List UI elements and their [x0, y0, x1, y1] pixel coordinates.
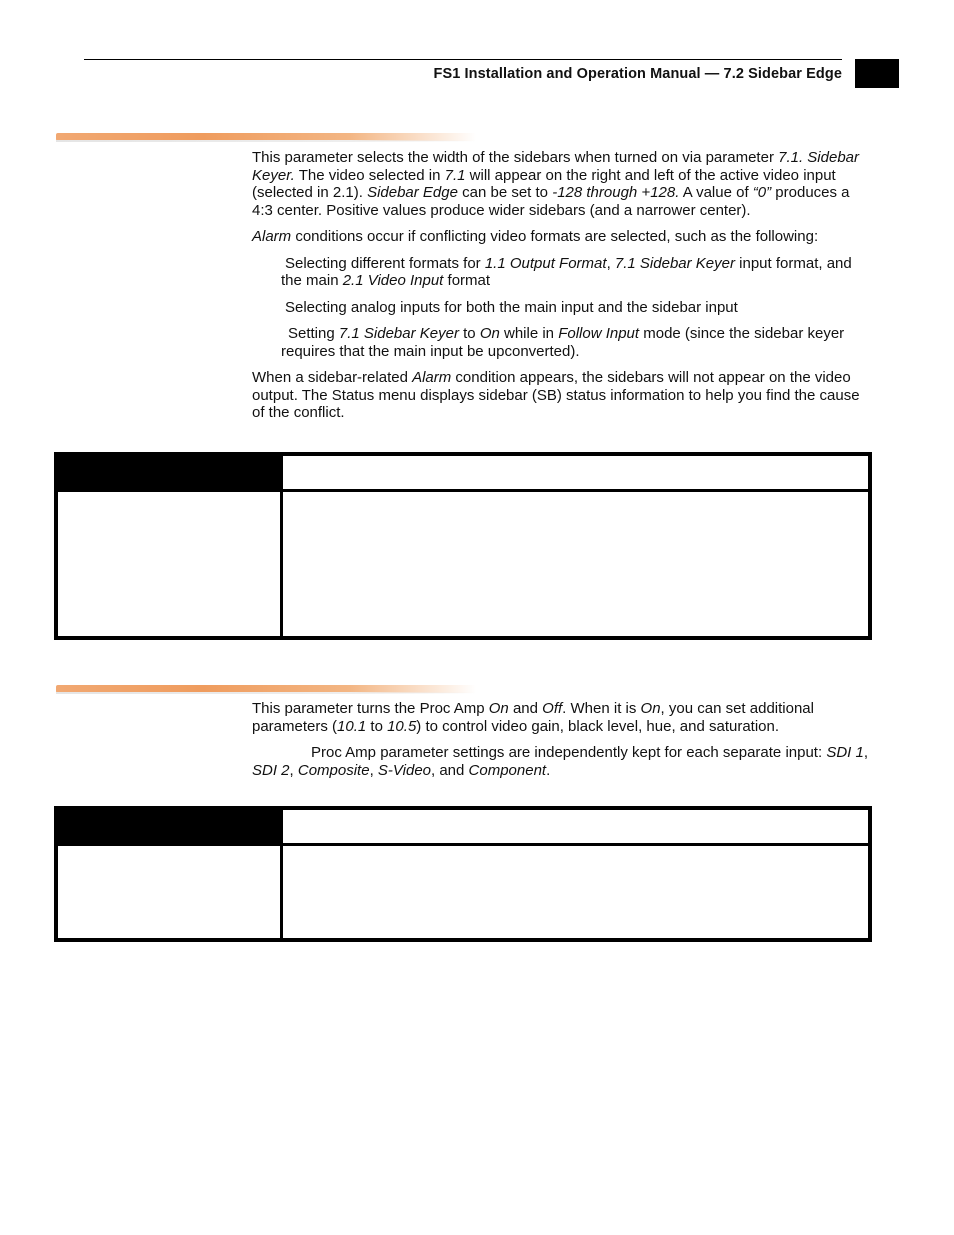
- page-header-title: FS1 Installation and Operation Manual — 7.2 Sidebar Edge: [433, 66, 842, 82]
- proc-amp-intro-paragraph: This parameter turns the Proc Amp On and Off. When it is On, you can set additional parameters (10.1 to 10.5) to control video gain, black level, hue, and saturation.: [252, 700, 814, 735]
- table-header-cell: [56, 808, 282, 845]
- sidebar-edge-parameter-table: [54, 452, 872, 640]
- sidebar-edge-description: [252, 149, 872, 431]
- alarm-condition-item: Setting 7.1 Sidebar Keyer to On while in Follow Input mode (since the sidebar keyer requires that the main input be upconverted).: [281, 325, 845, 360]
- alarm-condition-item: Selecting analog inputs for both the main input and the sidebar input: [285, 298, 738, 316]
- proc-amp-note-paragraph: Proc Amp parameter settings are independently kept for each separate input: SDI 1, SDI 2, Composite, S-Video, and Component.: [252, 744, 868, 779]
- section-divider-proc-amp: [56, 685, 476, 693]
- table-header-cell: [282, 808, 871, 845]
- proc-amp-parameter-table: [54, 806, 872, 942]
- alarm-paragraph: Alarm conditions occur if conflicting video formats are selected, such as the following:: [252, 228, 819, 245]
- header-rule: [84, 59, 842, 60]
- section-divider-sidebar-edge: [56, 133, 476, 141]
- table-cell: [56, 491, 282, 639]
- table-header-row: [56, 808, 870, 845]
- table-row: [56, 491, 870, 639]
- page-tab-marker: [855, 59, 899, 88]
- alarm-condition-item: Selecting different formats for 1.1 Output Format, 7.1 Sidebar Keyer input format, and the main 2.1 Video Input format: [281, 254, 852, 289]
- sidebar-edge-intro-paragraph: This parameter selects the width of the sidebars when turned on via parameter 7.1. Sidebar Keyer. The video selected in 7.1 will appear on the right and left of the active video input (selected in 2.1). Sidebar Edge can be set to -128 through +128. A value of “0” produces a 4:3 center. Positive values produce wider sidebars (and a narrower center).: [252, 149, 859, 219]
- table-cell: [56, 845, 282, 941]
- proc-amp-description: [252, 700, 872, 788]
- alarm-closing-paragraph: When a sidebar-related Alarm condition appears, the sidebars will not appear on the video output. The Status menu displays sidebar (SB) status information to help you find the cause of the conflict.: [252, 369, 860, 421]
- table-header-row: [56, 454, 870, 491]
- table-header-cell: [282, 454, 871, 491]
- table-row: [56, 845, 870, 941]
- table-header-cell: [56, 454, 282, 491]
- table-cell: [282, 845, 871, 941]
- table-cell: [282, 491, 871, 639]
